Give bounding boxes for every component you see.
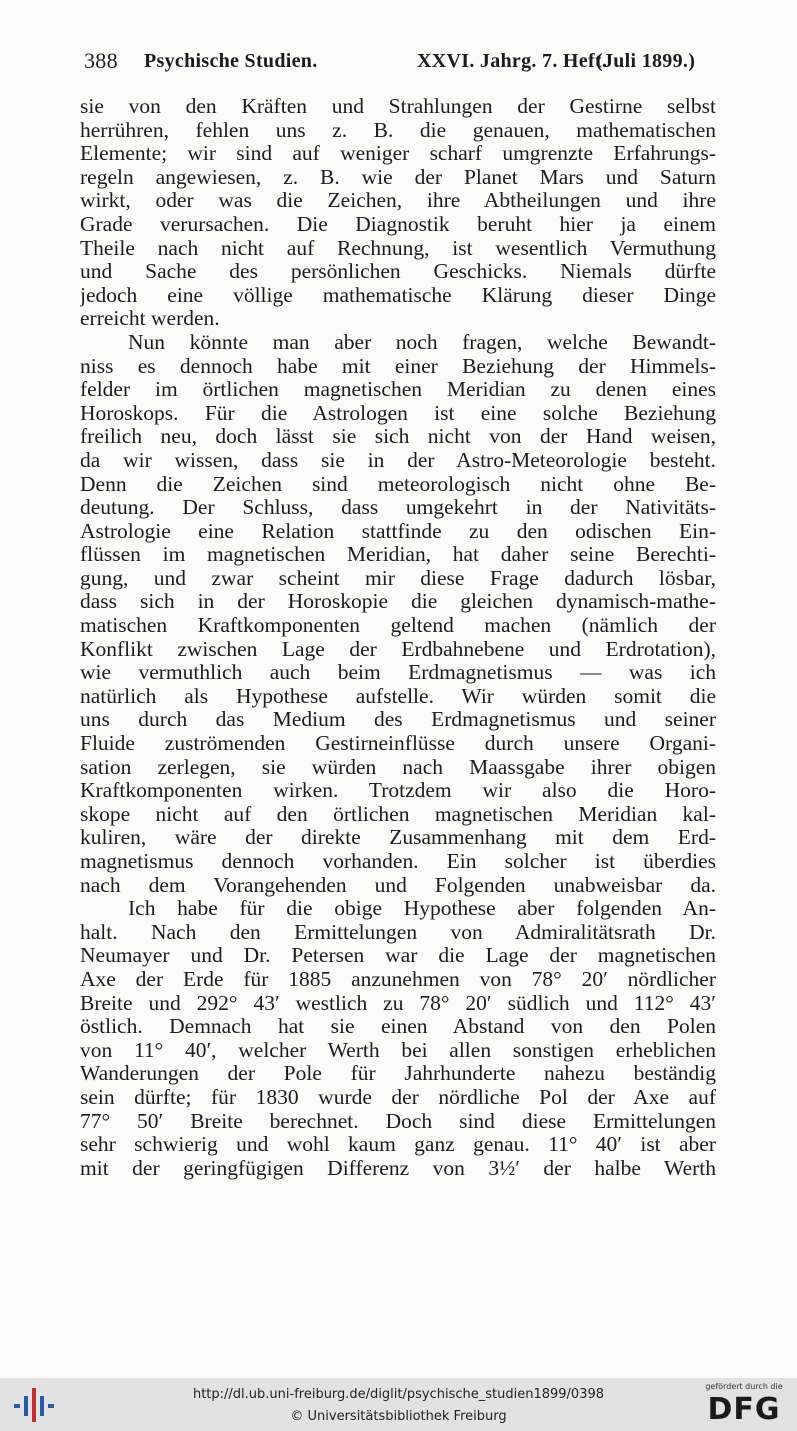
text-line: Konflikt zwischen Lage der Erdbahnebene und Erdrotation), [80,637,716,661]
body-text [80,95,716,1180]
text-line: Neumayer und Dr. Petersen war die Lage der magnetischen [80,944,716,968]
text-line: Grade verursachen. Die Diagnostik beruht hier ja einem [80,212,716,236]
funding-note: gefördert durch die [705,1382,783,1391]
text-line: flüssen im magnetischen Meridian, hat daher seine Berechti- [80,543,716,567]
text-line: magnetismus dennoch vorhanden. Ein solcher ist überdies [80,850,716,873]
text-line: freilich neu, doch lässt sie sich nicht von der Hand weisen, [80,425,716,449]
text-line: Theile nach nicht auf Rechnung, ist wesentlich Vermuthung [80,236,716,260]
funder-logo-text: DFG [707,1392,781,1427]
text-line: Astrologie eine Relation stattfinde zu den odischen Ein- [80,519,716,543]
text-line: Axe der Erde für 1885 anzunehmen von 78° 20′ nördlicher [80,967,716,991]
text-line: da wir wissen, dass sie in der Astro-Meteorologie besteht. [80,448,716,472]
text-line: Kraftkomponenten wirken. Trotzdem wir also die Horo- [80,779,716,803]
text-line: wie vermuthlich auch beim Erdmagnetismus — was ich [80,661,716,685]
text-line: sie von den Kräften und Strahlungen der Gestirne selbst [80,95,716,118]
text-line: und Sache des persönlichen Geschicks. Niemals dürfte [80,260,716,284]
text-line: 77° 50′ Breite berechnet. Doch sind diese Ermittelungen [80,1109,716,1133]
text-line: Breite und 292° 43′ westlich zu 78° 20′ südlich und 112° 43′ [80,991,716,1015]
text-line: uns durch das Medium des Erdmagnetismus und seiner [80,708,716,732]
text-line: kuliren, wäre der direkte Zusammenhang mit dem Erd- [80,826,716,850]
text-line: deutung. Der Schluss, dass umgekehrt in der Nativitäts- [80,496,716,520]
text-line: jedoch eine völlige mathematische Klärung dieser Dinge [80,283,716,307]
text-line: sein dürfte; für 1830 wurde der nördliche Pol der Axe auf [80,1085,716,1109]
text-line: Elemente; wir sind auf weniger scharf umgrenzte Erfahrungs- [80,142,716,166]
text-line: sehr schwierig und wohl kaum ganz genau. 11° 40′ ist aber [80,1133,716,1157]
page-header [84,48,724,76]
text-line: matischen Kraftkomponenten geltend machen (nämlich der [80,614,716,638]
text-line: nach dem Vorangehenden und Folgenden unabweisbar da. [80,873,716,897]
text-line: Wanderungen der Pole für Jahrhunderte nahezu beständig [80,1062,716,1086]
library-footer [0,1378,797,1431]
text-line: dass sich in der Horoskopie die gleichen dynamisch-mathe- [80,590,716,614]
copyright-notice: © Universitätsbibliothek Freiburg [290,1409,507,1424]
running-title: Psychische Studien. [144,50,318,72]
text-line: Horoskops. Für die Astrologen ist eine solche Beziehung [80,401,716,425]
issue-label: XXVI. Jahrg. 7. Heft. [417,50,608,72]
text-line: Fluide zuströmenden Gestirneinflüsse durch unsere Organi- [80,732,716,756]
text-line: skope nicht auf den örtlichen magnetischen Meridian kal- [80,802,716,826]
text-line: regeln angewiesen, z. B. wie der Planet Mars und Saturn [80,165,716,189]
page-number: 388 [84,48,118,73]
text-line: mit der geringfügigen Differenz von 3½′ der halbe Werth [80,1156,716,1180]
issue-date: (Juli 1899.) [596,50,696,72]
text-line: Denn die Zeichen sind meteorologisch nicht ohne Be- [80,472,716,496]
text-line: herrühren, fehlen uns z. B. die genauen, mathematischen [80,118,716,142]
text-line: gung, und zwar scheint mir diese Frage dadurch lösbar, [80,566,716,590]
text-line: von 11° 40′, welcher Werth bei allen sonstigen erheblichen [80,1038,716,1062]
text-line: erreicht werden. [80,307,220,331]
text-line: felder im örtlichen magnetischen Meridian zu denen eines [80,378,716,402]
text-line: natürlich als Hypothese aufstelle. Wir würden somit die [80,684,716,708]
dfg-logo [699,1382,789,1428]
text-line: östlich. Demnach hat sie einen Abstand von den Polen [80,1015,716,1039]
text-line: Nun könnte man aber noch fragen, welche Bewandt- [128,330,716,354]
permalink-url[interactable]: http://dl.ub.uni-freiburg.de/diglit/psychische_studien1899/0398 [192,1387,605,1402]
text-line: halt. Nach den Ermittelungen von Admiralitätsrath Dr. [80,920,716,944]
text-line: sation zerlegen, sie würden nach Maassgabe ihrer obigen [80,755,716,779]
text-line: niss es dennoch habe mit einer Beziehung der Himmels- [80,354,716,378]
text-line: wirkt, oder was die Zeichen, ihre Abtheilungen und ihre [80,189,716,213]
text-line: Ich habe für die obige Hypothese aber folgenden An- [128,897,716,921]
